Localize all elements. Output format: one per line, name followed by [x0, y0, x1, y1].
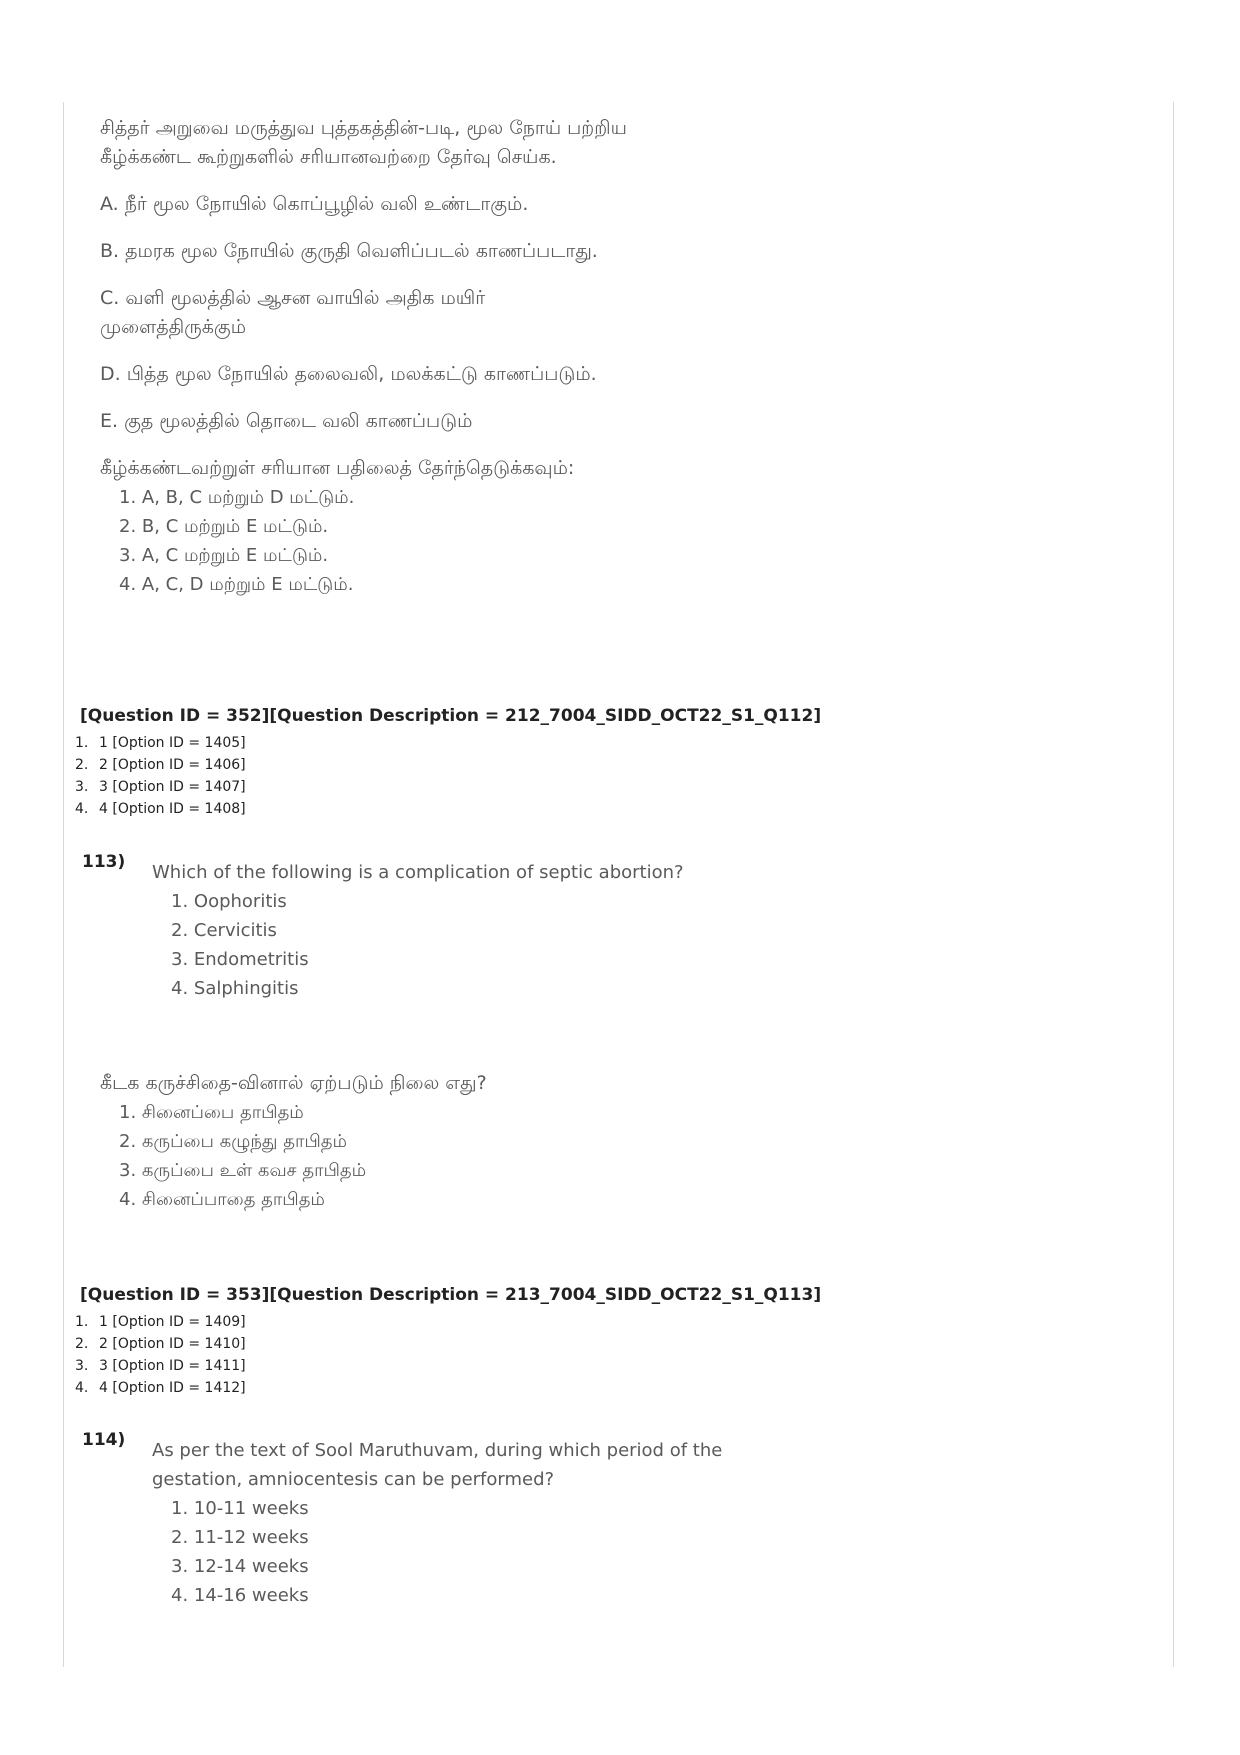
option-item: 4. 14-16 weeks	[171, 1585, 309, 1606]
option-id-item: 4. 4 [Option ID = 1412]	[75, 1380, 246, 1396]
option-id-item: 2. 2 [Option ID = 1406]	[75, 757, 246, 773]
question-113-tamil	[100, 1069, 1140, 1214]
option-item: 1. A, B, C மற்றும் D மட்டும்.	[119, 487, 355, 508]
question-meta-353	[75, 1283, 1140, 1399]
statement-a: A. நீர் மூல நோயில் கொப்பூழில் வலி உண்டாகும்.	[100, 193, 529, 215]
option-id-item: 3. 3 [Option ID = 1407]	[75, 779, 246, 795]
option-item: 2. B, C மற்றும் E மட்டும்.	[119, 516, 329, 537]
option-list	[152, 887, 1052, 1003]
question-113	[152, 858, 1052, 1003]
statement-d: D. பித்த மூல நோயில் தலைவலி, மலக்கட்டு காணப்படும்.	[100, 363, 597, 385]
question-stem-line-1: As per the text of Sool Maruthuvam, during which period of the	[152, 1440, 723, 1461]
page-border-left	[63, 102, 64, 1667]
option-id-list	[75, 1311, 1140, 1399]
option-item: 3. A, C மற்றும் E மட்டும்.	[119, 545, 329, 566]
question-stem: கீடக கருச்சிதை-வினால் ஏற்படும் நிலை எது?	[100, 1072, 487, 1094]
option-item: 4. சினைப்பாதை தாபிதம்	[119, 1189, 325, 1210]
statement-e: E. குத மூலத்தில் தொடை வலி காணப்படும்	[100, 410, 473, 432]
option-list	[100, 483, 1140, 599]
option-item: 3. 12-14 weeks	[171, 1556, 309, 1577]
option-item: 2. கருப்பை கழுந்து தாபிதம்	[119, 1131, 348, 1152]
option-id-item: 2. 2 [Option ID = 1410]	[75, 1336, 246, 1352]
question-stem: Which of the following is a complication of septic abortion?	[152, 862, 684, 883]
option-item: 3. கருப்பை உள் கவச தாபிதம்	[119, 1160, 367, 1181]
option-id-item: 1. 1 [Option ID = 1409]	[75, 1314, 246, 1330]
option-item: 1. சினைப்பை தாபிதம்	[119, 1102, 304, 1123]
question-id-header: [Question ID = 352][Question Description = 212_7004_SIDD_OCT22_S1_Q112]	[80, 706, 822, 726]
option-item: 4. Salphingitis	[171, 978, 299, 999]
statement-c: C. வளி மூலத்தில் ஆசன வாயில் அதிக மயிர் முளைத்திருக்கும்	[100, 287, 486, 338]
question-114	[152, 1436, 1052, 1610]
question-112-tamil	[100, 114, 1140, 599]
option-item: 4. A, C, D மற்றும் E மட்டும்.	[119, 574, 354, 595]
option-id-item: 4. 4 [Option ID = 1408]	[75, 801, 246, 817]
option-id-item: 3. 3 [Option ID = 1411]	[75, 1358, 246, 1374]
option-list	[100, 1098, 1140, 1214]
option-item: 2. 11-12 weeks	[171, 1527, 309, 1548]
question-stem-line-2: gestation, amniocentesis can be performed?	[152, 1469, 555, 1490]
option-item: 1. Oophoritis	[171, 891, 287, 912]
question-number: 114)	[82, 1430, 126, 1450]
option-item: 2. Cervicitis	[171, 920, 277, 941]
option-list	[152, 1494, 1052, 1610]
statement-b: B. தமரக மூல நோயில் குருதி வெளிப்படல் காணப்படாது.	[100, 240, 598, 262]
option-id-list	[75, 732, 1140, 820]
answer-prompt: கீழ்க்கண்டவற்றுள் சரியான பதிலைத் தேர்ந்தெடுக்கவும்:	[100, 457, 575, 479]
option-item: 1. 10-11 weeks	[171, 1498, 309, 1519]
question-stem: சித்தர் அறுவை மருத்துவ புத்தகத்தின்-படி, மூல நோய் பற்றிய கீழ்க்கண்ட கூற்றுகளில் சரியானவற்றை தேர்வு செய்க.	[100, 117, 627, 168]
question-number: 113)	[82, 852, 126, 872]
question-meta-352	[75, 704, 1140, 820]
page-border-right	[1173, 102, 1174, 1667]
option-id-item: 1. 1 [Option ID = 1405]	[75, 735, 246, 751]
question-id-header: [Question ID = 353][Question Description = 213_7004_SIDD_OCT22_S1_Q113]	[80, 1285, 822, 1305]
option-item: 3. Endometritis	[171, 949, 309, 970]
